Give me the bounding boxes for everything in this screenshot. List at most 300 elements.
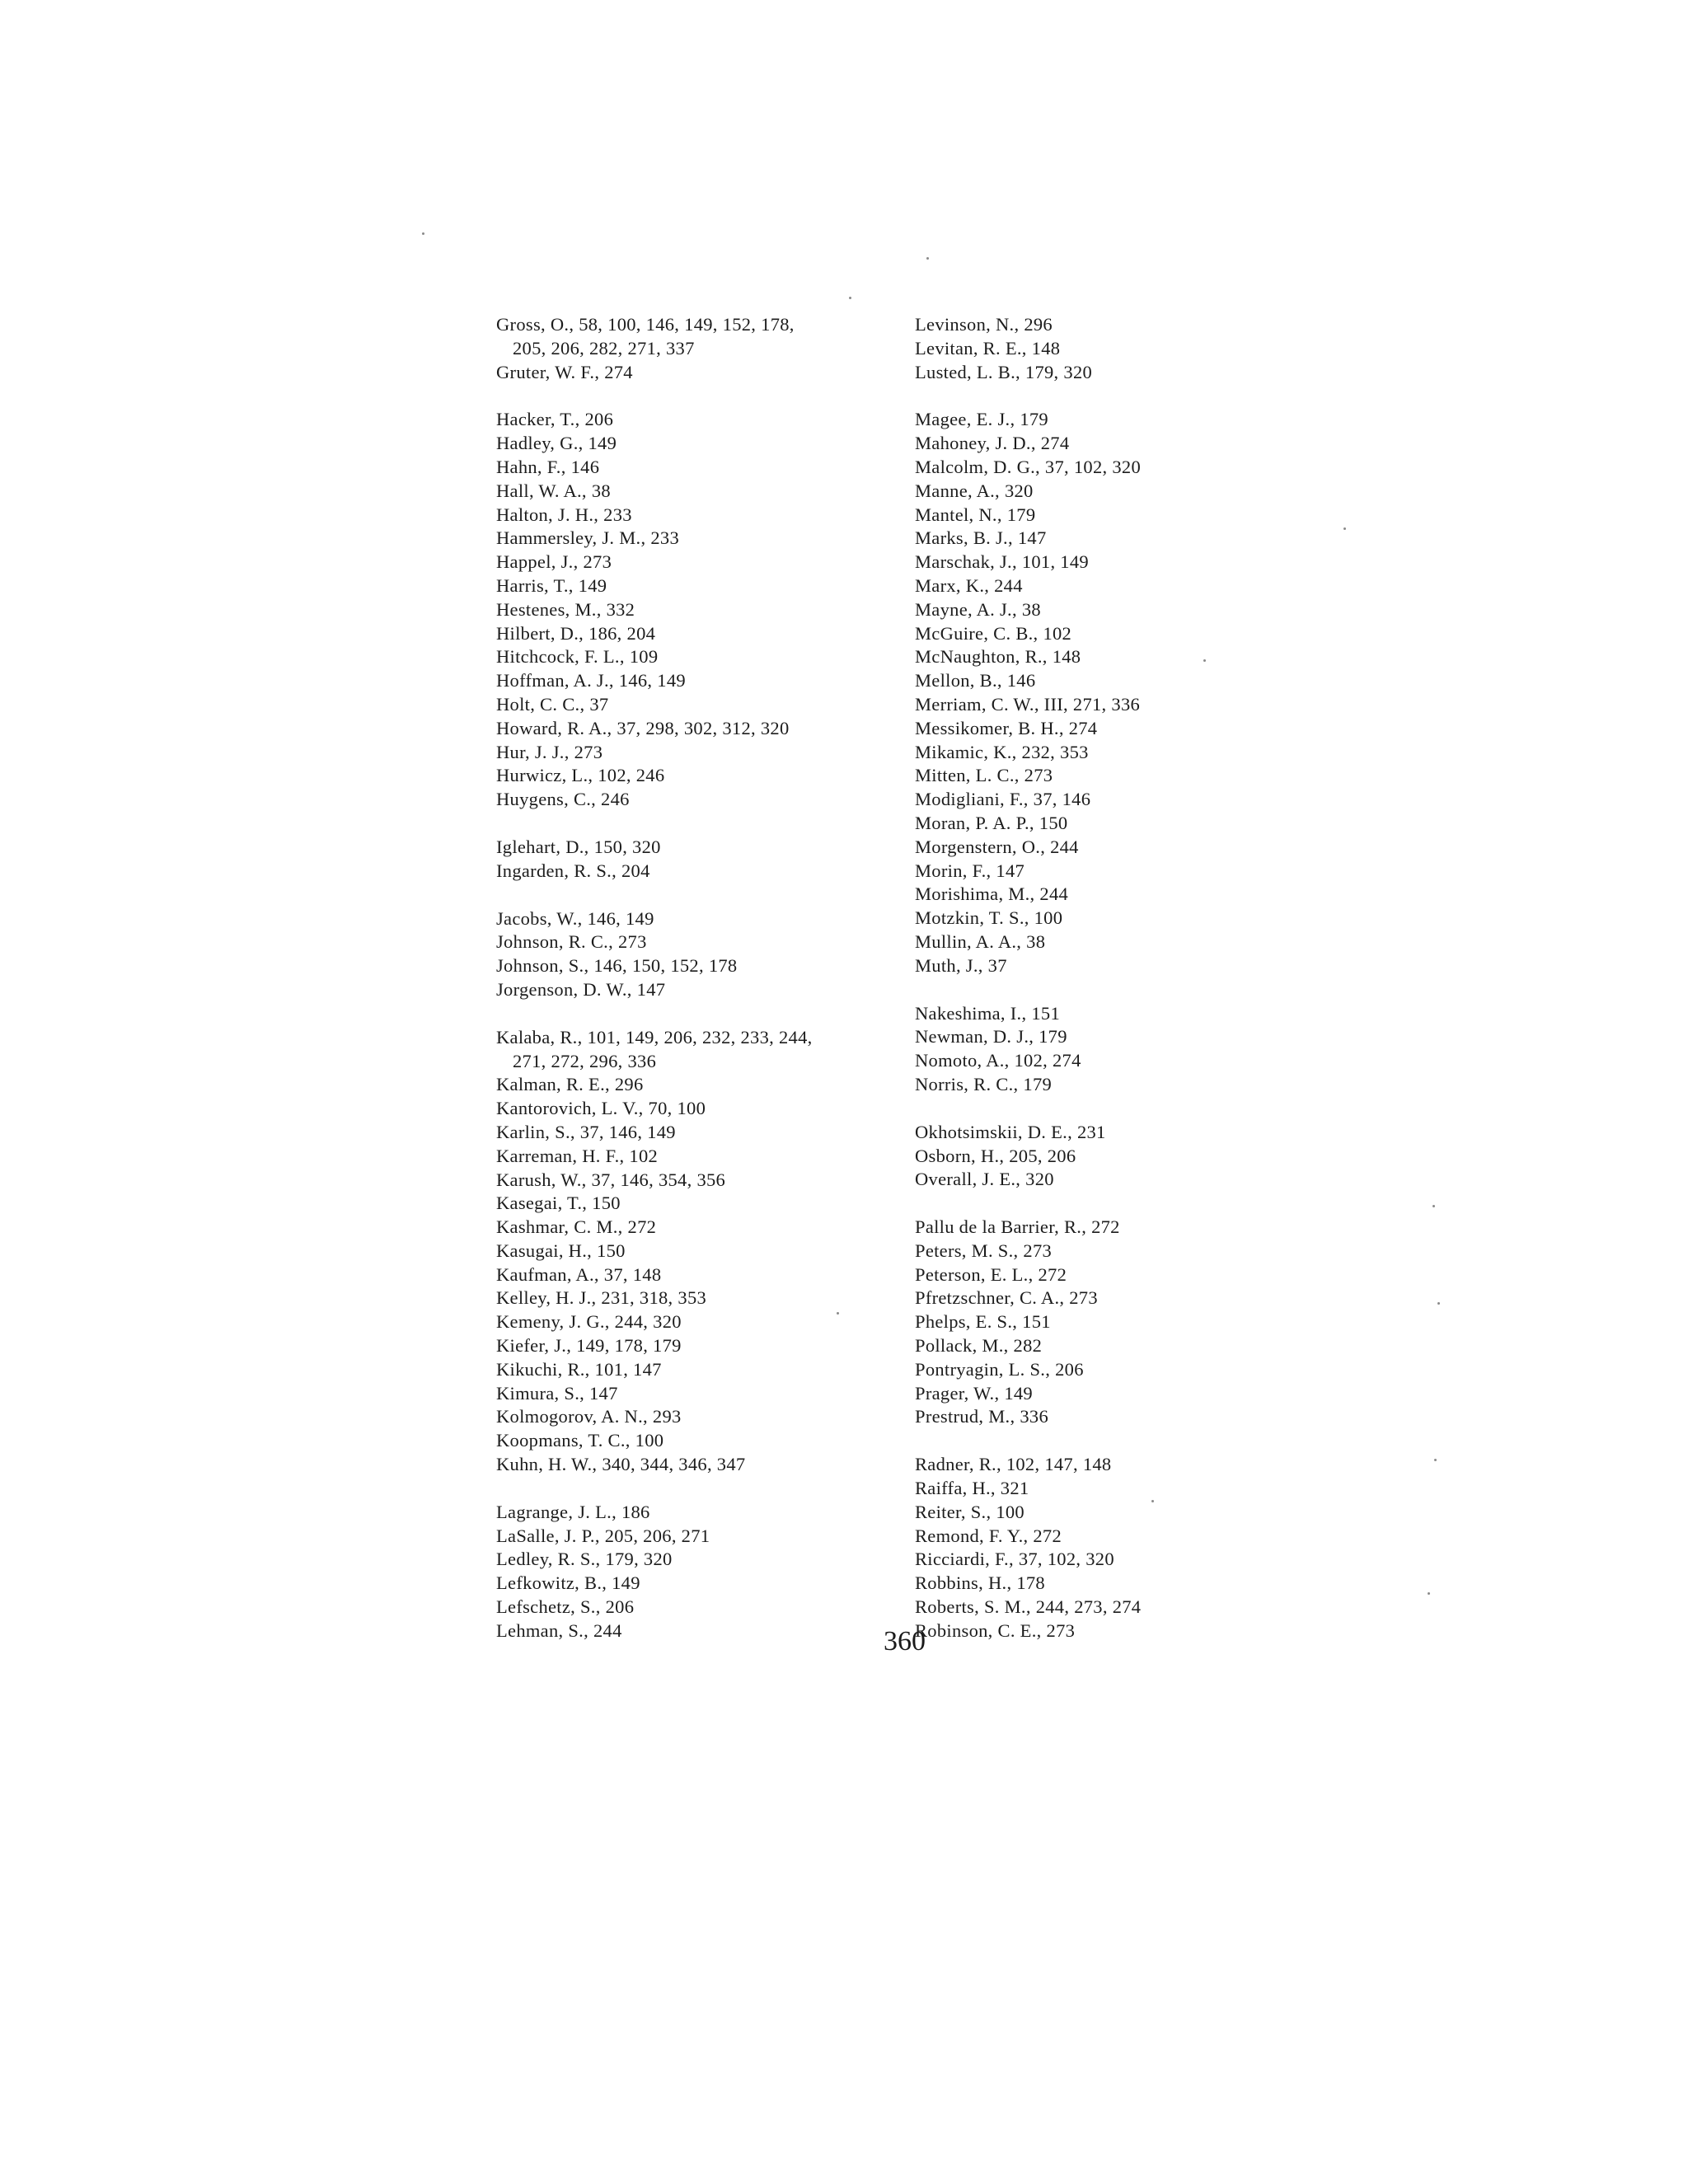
index-entry (915, 1453, 1327, 1477)
page-number: 360 (884, 1626, 926, 1657)
index-letter-group (496, 907, 908, 1002)
index-column-right (915, 313, 1327, 1667)
index-entry-name: Karreman, H. F., (496, 1145, 625, 1166)
index-entry-pages: 340, 344, 346, 347 (602, 1454, 746, 1475)
index-entry (496, 907, 908, 931)
index-entry-pages: 150 (597, 1240, 626, 1261)
index-entry-pages: 332 (606, 598, 635, 620)
index-entry-name: Raiffa, H., (915, 1478, 996, 1499)
index-entry-pages: 102 (629, 1145, 659, 1166)
index-entry-name: Morgenstern, O., (915, 836, 1046, 857)
index-entry (496, 1405, 908, 1429)
index-entry-name: Kasugai, H., (496, 1240, 593, 1261)
index-entry (915, 717, 1327, 741)
index-entry-name: Modigliani, F., (915, 789, 1029, 810)
index-entry-name: Mellon, B., (915, 670, 1002, 691)
index-entry-name: Robbins, H., (915, 1572, 1012, 1594)
index-entry (915, 527, 1327, 551)
index-entry (915, 812, 1327, 836)
index-entry-name: Halton, J. H., (496, 504, 599, 525)
index-entry-pages: 151 (1022, 1311, 1051, 1333)
index-entry-pages: 37, 146 (1033, 789, 1091, 810)
index-entry-pages: 296 (1024, 314, 1053, 335)
index-entry-pages: 271, 272, 296, 336 (513, 1050, 657, 1071)
index-entry-name: Remond, F. Y., (915, 1525, 1029, 1546)
index-entry-name: Kalaba, R., (496, 1026, 583, 1047)
index-entry-pages: 179, 320 (605, 1549, 673, 1570)
index-entry-name: Ricciardi, F., (915, 1549, 1014, 1570)
index-entry-pages: 244, 273, 274 (1035, 1596, 1142, 1618)
index-entry-pages: 147 (1017, 527, 1047, 549)
index-letter-group (915, 1216, 1327, 1429)
index-letter-group (915, 1121, 1327, 1192)
index-entry (915, 1596, 1327, 1619)
index-entry-name: Pontryagin, L. S., (915, 1358, 1051, 1380)
index-entry-pages: 101, 149 (1021, 551, 1089, 573)
index-entry (496, 1572, 908, 1596)
index-letter-group (915, 1002, 1327, 1097)
index-entry-pages: 320 (1025, 1169, 1054, 1190)
index-entry (915, 693, 1327, 717)
index-entry (496, 1310, 908, 1334)
index-entry-name: Hestenes, M., (496, 598, 602, 620)
index-entry (915, 432, 1327, 456)
index-entry-name: Kemeny, J. G., (496, 1311, 610, 1333)
index-entry (496, 432, 908, 456)
index-entry-name: Ledley, R. S., (496, 1549, 601, 1570)
index-entry (496, 1453, 908, 1477)
index-entry-name: McNaughton, R., (915, 646, 1048, 668)
index-entry (496, 456, 908, 480)
index-entry-pages: 296 (614, 1074, 644, 1095)
index-entry-name: Lagrange, J. L., (496, 1501, 617, 1522)
index-entry (915, 313, 1327, 337)
index-entry (496, 313, 908, 337)
index-entry-name: Radner, R., (915, 1454, 1001, 1475)
index-entry (496, 1334, 908, 1358)
index-entry (915, 622, 1327, 646)
index-entry (496, 717, 908, 741)
index-entry (496, 954, 908, 978)
index-entry-name: Hoffman, A. J., (496, 670, 614, 691)
index-entry-pages: 102, 246 (598, 765, 665, 786)
index-entry-name: Roberts, S. M., (915, 1596, 1031, 1618)
index-entry-pages: 148 (1052, 646, 1081, 668)
index-entry (915, 456, 1327, 480)
index-entry-name: Mikamic, K., (915, 741, 1017, 762)
index-entry (496, 788, 908, 812)
index-entry (915, 408, 1327, 432)
index-entry (915, 1240, 1327, 1263)
index-entry (915, 930, 1327, 954)
index-entry (915, 574, 1327, 598)
index-entry-pages: 205, 206 (1009, 1145, 1076, 1166)
index-entry-pages: 37, 146, 354, 356 (591, 1169, 726, 1190)
index-entry-name: Kelley, H. J., (496, 1287, 597, 1309)
index-entry (915, 1168, 1327, 1192)
index-entry-name: Morishima, M., (915, 883, 1035, 905)
index-entry (915, 741, 1327, 765)
scan-speck (1432, 1205, 1435, 1207)
index-entry (915, 598, 1327, 622)
index-entry-pages: 244 (1039, 883, 1069, 905)
index-entry (496, 1192, 908, 1216)
index-entry-name: Mayne, A. J., (915, 598, 1017, 620)
index-entry (496, 860, 908, 883)
index-entry-name: Lusted, L. B., (915, 361, 1020, 382)
index-entry-pages: 186, 204 (588, 622, 656, 644)
index-entry (496, 1525, 908, 1549)
index-entry-pages: 149 (578, 574, 607, 596)
index-entry (496, 1286, 908, 1310)
index-entry-pages: 37, 102, 320 (1044, 456, 1142, 477)
index-entry (496, 1073, 908, 1097)
index-entry (496, 574, 908, 598)
index-entry-pages: 147 (996, 860, 1025, 881)
index-entry (915, 1334, 1327, 1358)
index-entry (915, 551, 1327, 574)
index-entry-name: Hammersley, J. M., (496, 527, 646, 549)
index-entry-pages: 244 (994, 574, 1023, 596)
index-entry-pages: 179, 320 (1025, 361, 1093, 382)
index-entry-pages: 271, 336 (1072, 693, 1141, 715)
scan-speck (849, 297, 851, 299)
index-entry (915, 1216, 1327, 1240)
index-entry-pages: 186 (621, 1501, 650, 1522)
index-entry-pages: 320 (1004, 480, 1034, 501)
index-entry (496, 551, 908, 574)
scan-speck (1428, 1592, 1430, 1595)
index-entry-name: Lehman, S., (496, 1619, 589, 1641)
index-entry-pages: 102, 147, 148 (1006, 1454, 1112, 1475)
index-entry-pages: 148 (1031, 337, 1061, 359)
index-entry-pages: 147 (588, 1382, 618, 1404)
index-entry-name: Kiefer, J., (496, 1335, 572, 1357)
index-entry-pages: 273 (1024, 765, 1053, 786)
index-entry-name: Hur, J. J., (496, 741, 570, 762)
index-entry-pages: 336 (1020, 1406, 1048, 1427)
index-entry (496, 408, 908, 432)
index-entry-name: Norris, R. C., (915, 1073, 1019, 1094)
index-entry-name: Johnson, R. C., (496, 931, 614, 953)
index-entry-pages: 274 (604, 361, 633, 382)
index-entry-name: Overall, J. E., (915, 1169, 1021, 1190)
index-entry-pages: 149 (588, 433, 617, 454)
index-entry (496, 764, 908, 788)
index-entry-pages: 146, 150, 152, 178 (593, 955, 738, 977)
index-entry (496, 504, 908, 527)
index-entry-pages: 109 (629, 646, 659, 668)
index-entry-pages: 100 (1034, 907, 1063, 929)
index-entry-name: Nomoto, A., (915, 1050, 1010, 1071)
index-entry-pages: 205, 206, 271 (604, 1525, 710, 1546)
index-entry-name: Phelps, E. S., (915, 1311, 1018, 1333)
index-entry-name: Koopmans, T. C., (496, 1430, 631, 1451)
index-entry-name: LaSalle, J. P., (496, 1525, 600, 1546)
index-entry (496, 1026, 908, 1050)
index-entry-pages: 37 (589, 693, 609, 715)
index-entry-name: Karlin, S., (496, 1121, 575, 1142)
index-entry-pages: 37, 102, 320 (1018, 1549, 1114, 1570)
index-entry-name: Prager, W., (915, 1382, 1000, 1404)
index-letter-group (915, 408, 1327, 977)
index-entry (915, 480, 1327, 504)
index-entry-name: Pollack, M., (915, 1335, 1009, 1357)
index-entry-name: Malcolm, D. G., (915, 456, 1040, 477)
index-entry-pages: 179 (1023, 1073, 1053, 1094)
index-entry (496, 693, 908, 717)
index-entry-pages: 273 (1069, 1287, 1098, 1309)
index-entry-name: Merriam, C. W., III, (915, 693, 1068, 715)
index-entry (496, 1121, 908, 1145)
index-letter-group (496, 1501, 908, 1643)
index-entry (915, 954, 1327, 978)
scan-speck (1437, 1302, 1440, 1305)
index-entry-pages: 233 (650, 527, 680, 549)
index-entry (915, 836, 1327, 860)
index-entry-pages: 100 (635, 1430, 664, 1451)
index-entry-name: Morin, F., (915, 860, 992, 881)
index-entry-name: Newman, D. J., (915, 1026, 1034, 1047)
index-entry (496, 836, 908, 860)
index-entry-name: Harris, T., (496, 574, 574, 596)
index-entry-name: Gross, O., (496, 314, 574, 335)
index-entry-name: Marks, B. J., (915, 527, 1013, 549)
index-letter-group (496, 408, 908, 812)
index-entry (915, 669, 1327, 693)
index-entry-name: Happel, J., (496, 551, 579, 573)
index-entry-pages: 206 (605, 1596, 635, 1618)
index-entry-pages: 272 (1038, 1263, 1067, 1285)
index-entry (496, 930, 908, 954)
index-entry-pages: 147 (636, 978, 666, 1000)
index-entry (915, 361, 1327, 385)
index-entry-pages: 102, 274 (1014, 1050, 1081, 1071)
index-column-left (496, 313, 908, 1667)
scan-speck (926, 257, 929, 260)
index-entry-pages: 273 (1023, 1240, 1053, 1261)
index-entry (915, 1121, 1327, 1145)
index-entry (915, 1477, 1327, 1501)
index-entry (496, 1501, 908, 1525)
index-entry-pages: 205, 206, 282, 271, 337 (513, 337, 695, 359)
index-entry-pages: 321 (1000, 1478, 1029, 1499)
index-entry-pages: 146, 149 (587, 907, 654, 929)
index-entry-name: Peterson, E. L., (915, 1263, 1034, 1285)
index-entry-name: Howard, R. A., (496, 717, 612, 738)
index-entry-name: Hall, W. A., (496, 480, 587, 501)
index-entry (915, 504, 1327, 527)
index-entry (915, 1405, 1327, 1429)
index-entry (915, 1025, 1327, 1049)
index-letter-group (496, 313, 908, 384)
index-entry-name: Manne, A., (915, 480, 1000, 501)
index-entry-name: Kolmogorov, A. N., (496, 1406, 648, 1427)
index-entry-pages: 58, 100, 146, 149, 152, 178, (579, 314, 795, 335)
index-letter-group (496, 836, 908, 883)
index-entry-name: Peters, M. S., (915, 1240, 1019, 1261)
index-entry (496, 978, 908, 1002)
index-entry-pages: 101, 147 (594, 1358, 662, 1380)
index-entry-name: Kasegai, T., (496, 1193, 588, 1214)
index-entry (496, 645, 908, 669)
index-entry (915, 1263, 1327, 1287)
index-entry (496, 1169, 908, 1193)
index-entry-name: Robinson, C. E., (915, 1619, 1042, 1641)
index-entry-name: Lefkowitz, B., (496, 1572, 607, 1594)
index-entry (496, 1548, 908, 1572)
scan-speck (1434, 1459, 1437, 1461)
index-entry-pages: 272 (1033, 1525, 1062, 1546)
index-entry-name: Jorgenson, D. W., (496, 978, 632, 1000)
index-entry-name: Ingarden, R. S., (496, 860, 617, 881)
index-entry-pages: 37 (987, 954, 1007, 976)
index-entry-name: Hacker, T., (496, 409, 580, 430)
index-entry-name: Kimura, S., (496, 1382, 585, 1404)
index-entry (915, 764, 1327, 788)
index-entry-name: Muth, J., (915, 954, 983, 976)
index-entry-name: Levitan, R. E., (915, 337, 1027, 359)
scan-speck (1343, 527, 1346, 530)
index-entry-pages: 150 (1039, 812, 1068, 833)
index-entry (915, 645, 1327, 669)
index-entry (496, 1596, 908, 1619)
index-entry-pages: 178 (1016, 1572, 1045, 1594)
index-entry-name: Hadley, G., (496, 433, 584, 454)
index-entry-pages: 231, 318, 353 (601, 1287, 707, 1309)
index-entry-pages: 273 (574, 741, 603, 762)
index-entry-name: Kuhn, H. W., (496, 1454, 598, 1475)
index-entry-pages: 102 (1043, 622, 1072, 644)
index-entry (496, 598, 908, 622)
index-entry (496, 1263, 908, 1287)
index-entry-pages: 273 (1046, 1619, 1076, 1641)
index-entry-pages: 244 (593, 1619, 622, 1641)
index-entry (915, 788, 1327, 812)
index-entry-name: Iglehart, D., (496, 836, 589, 857)
index-entry-pages: 204 (621, 860, 650, 881)
index-entry-name: Mantel, N., (915, 504, 1002, 525)
index-entry (496, 622, 908, 646)
index-entry-name: Nakeshima, I., (915, 1002, 1027, 1024)
index-entry-pages: 37, 298, 302, 312, 320 (617, 717, 790, 738)
scan-speck (1151, 1500, 1154, 1502)
index-entry (496, 741, 908, 765)
index-entry-name: Huygens, C., (496, 789, 597, 810)
index-entry-name: Kalman, R. E., (496, 1074, 610, 1095)
index-entry-name: Levinson, N., (915, 314, 1020, 335)
index-entry-name: Hurwicz, L., (496, 765, 593, 786)
index-entry (496, 1619, 908, 1643)
index-entry-name: Osborn, H., (915, 1145, 1005, 1166)
index-entry-name: Kaufman, A., (496, 1263, 599, 1285)
index-entry-pages: 246 (601, 789, 630, 810)
index-entry-pages: 37, 148 (603, 1263, 662, 1285)
index-entry-pages: 149, 178, 179 (576, 1335, 682, 1357)
index-entry-pages: 273 (583, 551, 612, 573)
index-entry-pages: 150, 320 (593, 836, 661, 857)
index-letter-group (915, 1453, 1327, 1643)
index-entry-pages: 146 (1006, 670, 1036, 691)
index-entry (496, 1429, 908, 1453)
index-entry (496, 669, 908, 693)
index-entry-pages: 149 (612, 1572, 640, 1594)
index-entry-pages: 206 (584, 409, 614, 430)
index-entry (915, 860, 1327, 883)
index-entry-name: McGuire, C. B., (915, 622, 1039, 644)
index-entry-pages: 272 (627, 1216, 657, 1238)
index-entry-pages: 101, 149, 206, 232, 233, 244, (587, 1026, 813, 1047)
index-entry-name: Reiter, S., (915, 1501, 992, 1522)
index-entry-name: Karush, W., (496, 1169, 587, 1190)
index-entry-name: Holt, C. C., (496, 693, 585, 715)
index-entry-pages: 70, 100 (648, 1098, 706, 1119)
index-entry-pages: 179 (1020, 409, 1048, 430)
index-entry-pages: 274 (1068, 717, 1098, 738)
index-entry (915, 1002, 1327, 1026)
index-entry-pages: 272 (1091, 1216, 1120, 1238)
index-entry-pages: 206 (1055, 1358, 1084, 1380)
index-letter-group (915, 313, 1327, 384)
index-entry-name: Mahoney, J. D., (915, 433, 1036, 454)
index-entry-pages: 37, 146, 149 (579, 1121, 676, 1142)
index-entry-pages: 100 (996, 1501, 1025, 1522)
index-entry (496, 480, 908, 504)
index-entry (915, 1619, 1327, 1643)
index-entry (496, 527, 908, 551)
index-entry (496, 1240, 908, 1263)
index-entry (496, 1097, 908, 1121)
index-entry (496, 1382, 908, 1406)
index-entry-continuation (496, 1050, 908, 1074)
index-entry (496, 1145, 908, 1169)
index-entry (915, 907, 1327, 930)
index-entry-continuation (496, 337, 908, 361)
index-entry-pages: 274 (1040, 433, 1070, 454)
index-entry-name: Magee, E. J., (915, 409, 1015, 430)
index-entry (915, 1145, 1327, 1169)
index-entry-name: Jacobs, W., (496, 907, 583, 929)
index-entry-name: Marschak, J., (915, 551, 1017, 573)
index-entry-pages: 38 (1026, 930, 1046, 952)
index-entry-name: Pfretzschner, C. A., (915, 1287, 1065, 1309)
index-entry (496, 1358, 908, 1382)
index-entry-name: Kashmar, C. M., (496, 1216, 623, 1238)
index-entry-name: Moran, P. A. P., (915, 812, 1034, 833)
index-entry-name: Mitten, L. C., (915, 765, 1020, 786)
index-entry-pages: 244 (1050, 836, 1079, 857)
index-entry (915, 337, 1327, 361)
index-entry-pages: 231 (1076, 1121, 1106, 1142)
index-entry (915, 1501, 1327, 1525)
index-entry-name: Okhotsimskii, D. E., (915, 1121, 1073, 1142)
index-entry (915, 1382, 1327, 1406)
index-entry-pages: 38 (591, 480, 611, 501)
index-entry-pages: 151 (1031, 1002, 1061, 1024)
index-entry-name: Hitchcock, F. L., (496, 646, 625, 668)
index-entry-name: Pallu de la Barrier, R., (915, 1216, 1087, 1238)
index-entry-pages: 282 (1013, 1335, 1043, 1357)
index-entry-name: Gruter, W. F., (496, 361, 600, 382)
index-entry-pages: 146 (570, 456, 600, 477)
index-entry-pages: 179 (1039, 1026, 1067, 1047)
index-entry-name: Motzkin, T. S., (915, 907, 1029, 929)
index-entry-pages: 179 (1006, 504, 1036, 525)
index-entry (915, 1073, 1327, 1097)
index-entry-name: Lefschetz, S., (496, 1596, 601, 1618)
index-entry (915, 1572, 1327, 1596)
index-entry (915, 1358, 1327, 1382)
